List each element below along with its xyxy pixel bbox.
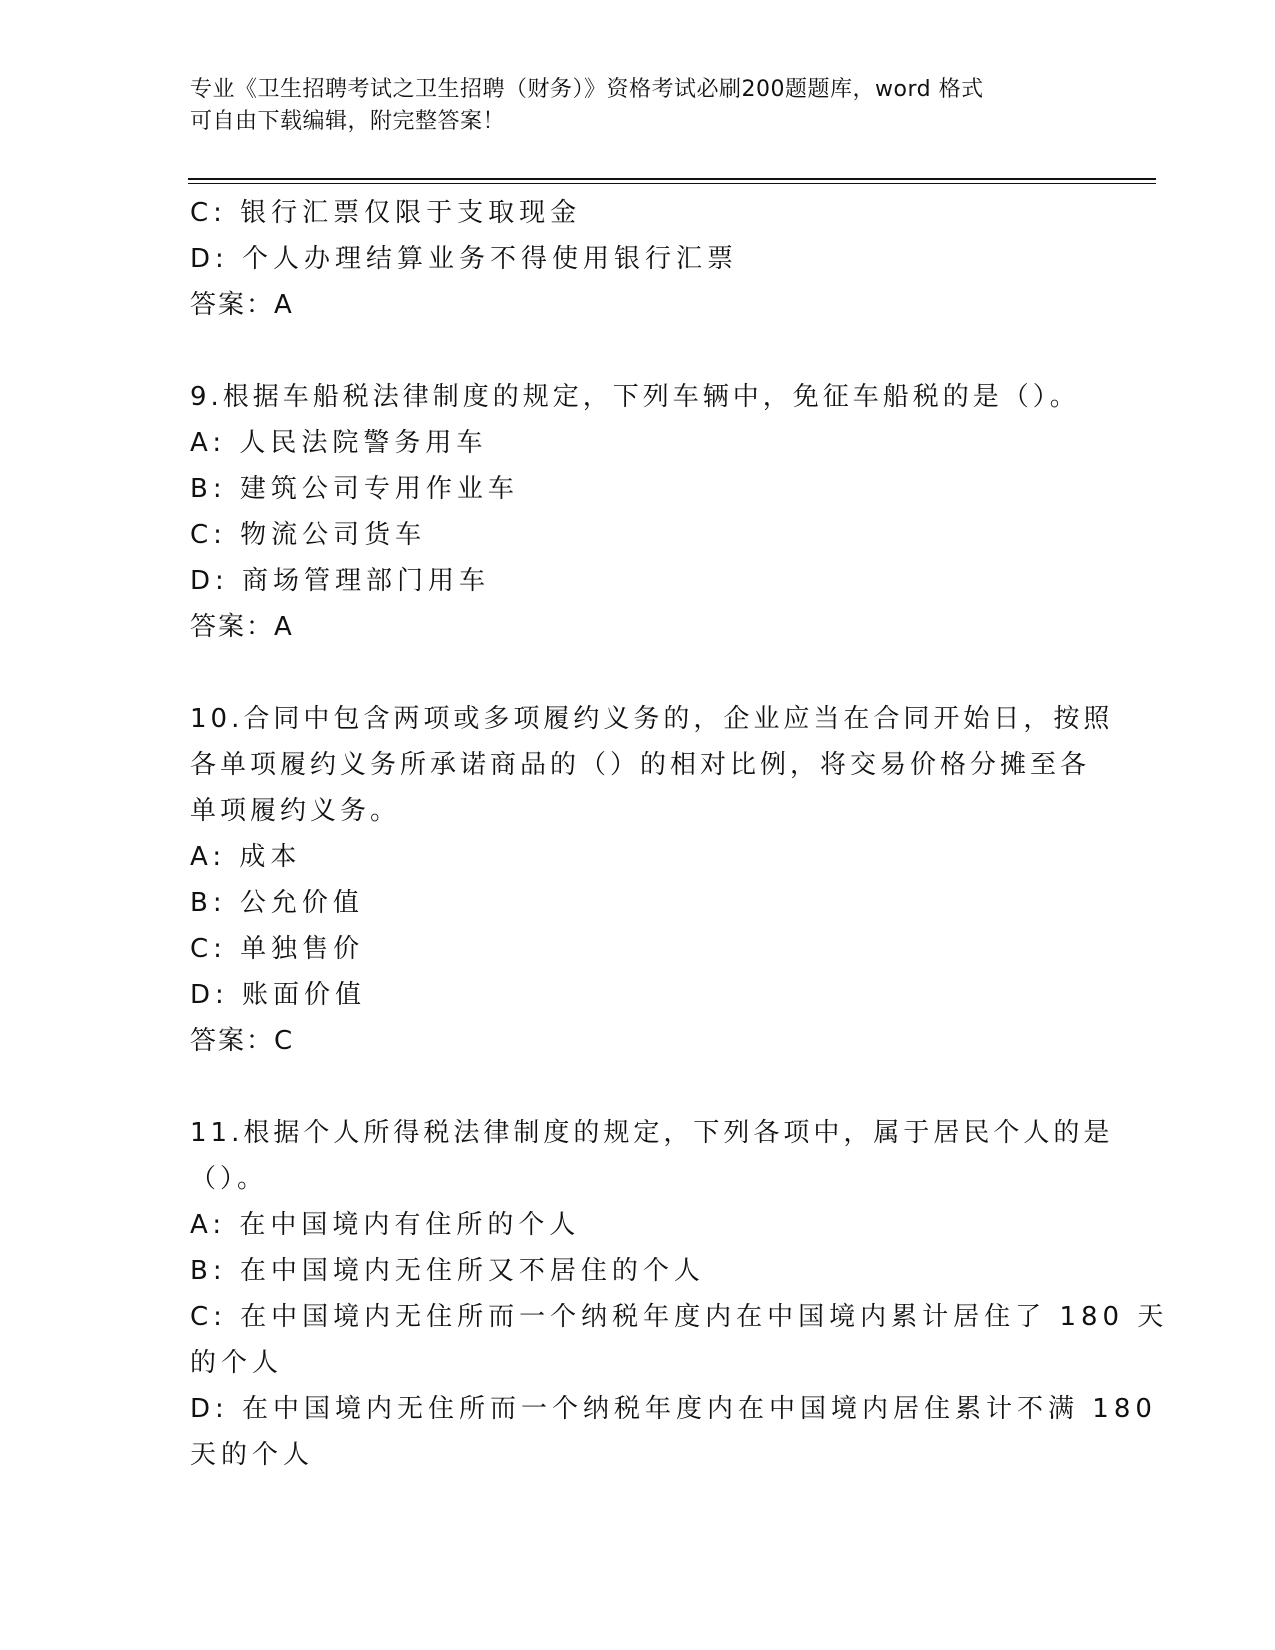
document-body xyxy=(190,190,1169,1478)
option-a: A: 人民法院警务用车 xyxy=(190,428,488,458)
continued-question xyxy=(190,190,1090,328)
stem-line: （）。 xyxy=(190,1164,268,1194)
option-d: D: 商场管理部门用车 xyxy=(190,566,491,596)
option-b: B: 在中国境内无住所又不居住的个人 xyxy=(190,1256,705,1286)
question-10 xyxy=(190,696,1114,1064)
page-header xyxy=(190,74,1080,138)
question-stem xyxy=(190,696,1114,834)
option-d: D: 在中国境内无住所而一个纳税年度内在中国境内居住累计不满 180 天的个人 xyxy=(190,1394,1157,1470)
option-c: C: 物流公司货车 xyxy=(190,520,427,550)
stem-line: 单项履约义务。 xyxy=(190,796,401,826)
option-d: D: 账面价值 xyxy=(190,980,367,1010)
question-stem xyxy=(190,1110,1114,1202)
option-c: C: 银行汇票仅限于支取现金 xyxy=(190,198,582,228)
option-b: B: 建筑公司专用作业车 xyxy=(190,474,519,504)
answer: 答案：A xyxy=(190,612,294,642)
header-line-2: 可自由下载编辑，附完整答案！ xyxy=(190,109,506,134)
question-stem xyxy=(190,374,1090,420)
stem-line: 11.根据个人所得税法律制度的规定，下列各项中，属于居民个人的是 xyxy=(190,1118,1114,1148)
question-11 xyxy=(190,1110,1169,1478)
header-divider-thick xyxy=(188,178,1156,180)
option-c: C: 在中国境内无住所而一个纳税年度内在中国境内累计居住了 180 天 的个人 xyxy=(190,1302,1169,1378)
stem-line: 9.根据车船税法律制度的规定，下列车辆中，免征车船税的是（）。 xyxy=(190,382,1080,412)
answer: 答案：A xyxy=(190,290,294,320)
option-c: C: 单独售价 xyxy=(190,934,365,964)
header-divider-thin xyxy=(188,183,1156,184)
option-a: A: 成本 xyxy=(190,842,302,872)
header-line-1: 专业《卫生招聘考试之卫生招聘（财务）》资格考试必刷200题题库，word 格式 xyxy=(190,77,984,102)
option-d: D: 个人办理结算业务不得使用银行汇票 xyxy=(190,244,739,274)
option-b: B: 公允价值 xyxy=(190,888,364,918)
question-9 xyxy=(190,374,1090,650)
answer: 答案：C xyxy=(190,1026,295,1056)
stem-line: 各单项履约义务所承诺商品的（）的相对比例，将交易价格分摊至各 xyxy=(190,750,1091,780)
stem-line: 10.合同中包含两项或多项履约义务的，企业应当在合同开始日，按照 xyxy=(190,704,1114,734)
option-a: A: 在中国境内有住所的个人 xyxy=(190,1210,581,1240)
